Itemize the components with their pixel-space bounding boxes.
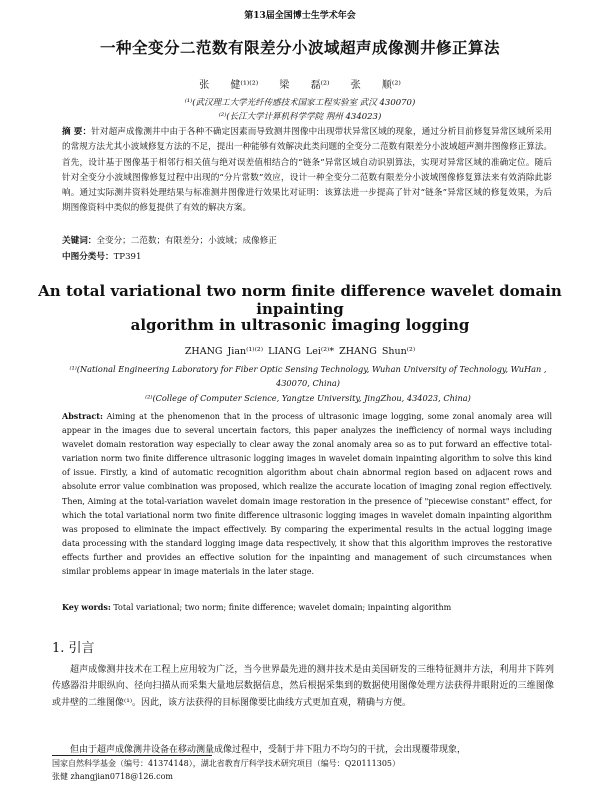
classification-number — [62, 250, 142, 262]
footnote-email: 张健 zhangjian0718@126.com — [52, 772, 173, 781]
cn-affiliation-2: ⁽²⁾(长江大学计算机科学学院 荆州 434023) — [218, 112, 382, 122]
cn-keywords-label: 关键词： — [62, 236, 97, 246]
en-abstract-label: Abstract: — [62, 411, 103, 421]
en-affiliation-1: ⁽¹⁾(National Engineering Laboratory for Fiber Optic Sensing Technology, Wuhan University of Technology, WuHan , 430070, China) — [69, 364, 547, 388]
english-title-line-2: algorithm in ultrasonic imaging logging — [130, 316, 470, 334]
section-heading: 1. 引言 — [52, 641, 95, 656]
cn-keywords-text: 全变分；二范数；有限差分；小波域；成像修正 — [96, 236, 277, 246]
cn-abstract-text: 针对超声成像测井中由于各种不确定因素而导致测井图像中出现带状异常区域的现象，通过分析目前修复异常区域所采用的常规方法尤其小波域修复方法的不足，提出一种能够有效解决此类问题的全变分二范数有限差分小波域超声测井图像修正算法。首先，设计基于图像基于相邻行相关值与绝对误差值相结合的“链条”异常区域自动识别算法，实现对异常区域的准确定位。随后针对全变分小波域图像修复过程中出现的“分片常数”效应，设计一种全变分二范数有限差分小波域图像修复算法来有效消除此影响。通过实际测井资料处理结果与标准测井图像进行效果比对证明：该算法进一步提高了针对“链条”异常区域的修复效果，为后期图像资料中类似的修复提供了有效的解决方案。 — [62, 127, 552, 214]
conference-header: 第13届全国博士生学术年会 — [244, 11, 356, 21]
footnote-funding: 国家自然科学基金（编号：41374148），湖北省教育厅科学技术研究项目（编号：Q20111305） — [52, 759, 400, 768]
cn-author-3: 张 顺⁽²⁾ — [350, 80, 401, 91]
cn-author-1: 张 健⁽¹⁾⁽²⁾ — [199, 80, 259, 91]
footnote-divider — [52, 755, 212, 756]
cn-class-value: TP391 — [113, 252, 142, 262]
en-abstract-text: Aiming at the phenomenon that in the process of ultrasonic image logging, some zonal anomaly area will appear in the images due to several uncertain factors, this paper analyzes the inefficiency of normal ways including wavelet domain restoration way especially to clear away the zonal anomaly area so as to put forward an effective total-variation norm two finite difference ultrasonic logging images in wavelet domain inpainting algorithm to solve this kind of issue. Firstly, a kind of automatic recognition algorithm about chain abnormal region based on adjacent rows and absolute error value combination was proposed, which realize the accurate location of imaging zonal region effectively. Then, Aiming at the total-variation wavelet domain image restoration in the presence of "piecewise constant" effect, for which the total variational norm two finite difference ultrasonic logging images in wavelet domain inpainting algorithm was proposed to eliminate the impact effectively. By comparing the experimental results in the actual logging image data processing with the standard logging image data respectively, it show that this algorithm improves the restorative effects further and provides an effective solution for the inpainting and management of such circumstances when similar problems appear in image materials in the later stage. — [62, 412, 553, 577]
chinese-authors — [0, 76, 600, 91]
cn-abstract-label: 摘 要： — [62, 127, 92, 137]
en-keywords-text: Total variational; two norm; finite difference; wavelet domain; inpainting algorithm — [113, 603, 452, 612]
chinese-abstract — [62, 125, 552, 217]
english-title-line-1: An total variational two norm finite difference wavelet domain inpainting — [38, 282, 562, 318]
en-keywords-label: Key words: — [62, 602, 111, 612]
chinese-keywords — [62, 234, 277, 246]
english-abstract — [62, 409, 552, 579]
intro-paragraph-2: 但由于超声成像测井设备在移动测量成像过程中，受制于井下阻力不均匀的干扰，会出现覆带现象， — [70, 745, 467, 755]
cn-author-2: 梁 磊⁽²⁾ — [279, 80, 330, 91]
chinese-title: 一种全变分二范数有限差分小波域超声成像测井修正算法 — [99, 38, 500, 57]
english-authors: ZHANG Jian⁽¹⁾⁽²⁾ LIANG Lei⁽²⁾* ZHANG Shun⁽²⁾ — [184, 346, 416, 357]
english-keywords — [62, 602, 451, 612]
en-affiliation-2: ⁽²⁾(College of Computer Science, Yangtze University, JingZhou, 434023, China) — [145, 393, 471, 403]
cn-affiliation-1: ⁽¹⁾(武汉理工大学光纤传感技术国家工程实验室 武汉 430070) — [184, 98, 416, 108]
cn-class-label: 中图分类号： — [62, 252, 114, 262]
intro-paragraph-1: 超声成像测井技术在工程上应用较为广泛，当今世界最先进的测井技术是由美国研发的三维特征测井方法，利用井下阵列传感器沿井眼纵向、径向扫描从而采集大量地层数据信息，然后根据采集到的数据使用图像处理方法获得井眼附近的三维图像或井壁的二维图像⁽¹⁾。因此，该方法获得的目标图像要比曲线方式更加直观，精确与方便。 — [52, 665, 554, 708]
